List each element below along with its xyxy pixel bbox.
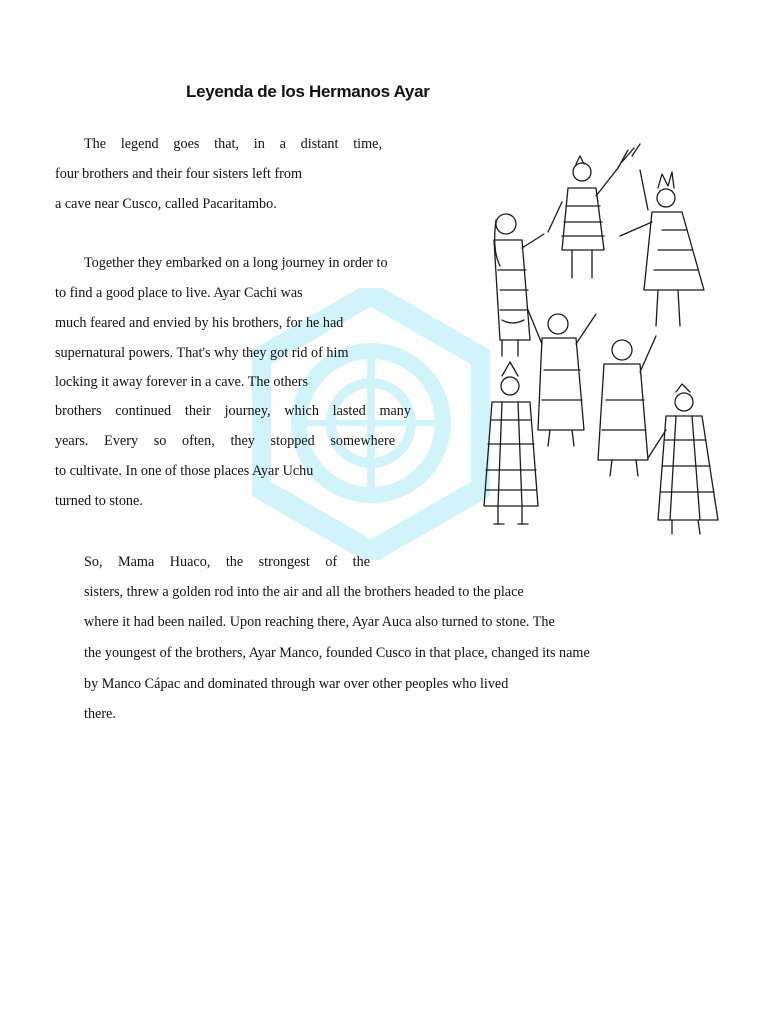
paragraph-3-line-6: there. xyxy=(84,706,116,722)
ayar-siblings-illustration-icon xyxy=(472,140,730,540)
paragraph-2-line-3: much feared and envied by his brothers, for he had xyxy=(55,315,344,331)
paragraph-2-line-5: locking it away forever in a cave. The others xyxy=(55,374,309,390)
paragraph-2-line-8: to cultivate. In one of those places Ayar Uchu xyxy=(55,463,314,479)
paragraph-2-line-6: brothers continued their journey, which lasted many xyxy=(55,403,411,419)
paragraph-3-line-3: where it had been nailed. Upon reaching there, Ayar Auca also turned to stone. The xyxy=(84,614,555,630)
paragraph-1-line-3: a cave near Cusco, called Pacaritambo. xyxy=(55,196,277,212)
paragraph-3-line-4: the youngest of the brothers, Ayar Manco, founded Cusco in that place, changed its name xyxy=(84,645,590,661)
page-title: Leyenda de los Hermanos Ayar xyxy=(186,82,430,101)
paragraph-2-line-1: Together they embarked on a long journey in order to xyxy=(84,255,388,271)
paragraph-3-line-5: by Manco Cápac and dominated through war over other peoples who lived xyxy=(84,676,509,692)
paragraph-1-line-1: The legend goes that, in a distant time, xyxy=(84,136,382,152)
paragraph-2-line-2: to find a good place to live. Ayar Cachi was xyxy=(55,285,303,301)
paragraph-3-line-2: sisters, threw a golden rod into the air and all the brothers headed to the place xyxy=(84,584,524,600)
paragraph-2-line-9: turned to stone. xyxy=(55,493,143,509)
paragraph-1-line-2: four brothers and their four sisters left from xyxy=(55,166,303,182)
paragraph-3-line-1: So, Mama Huaco, the strongest of the xyxy=(84,554,370,570)
paragraph-2-line-7: years. Every so often, they stopped somewhere xyxy=(55,433,395,449)
paragraph-2-line-4: supernatural powers. That's why they got rid of him xyxy=(55,345,349,361)
